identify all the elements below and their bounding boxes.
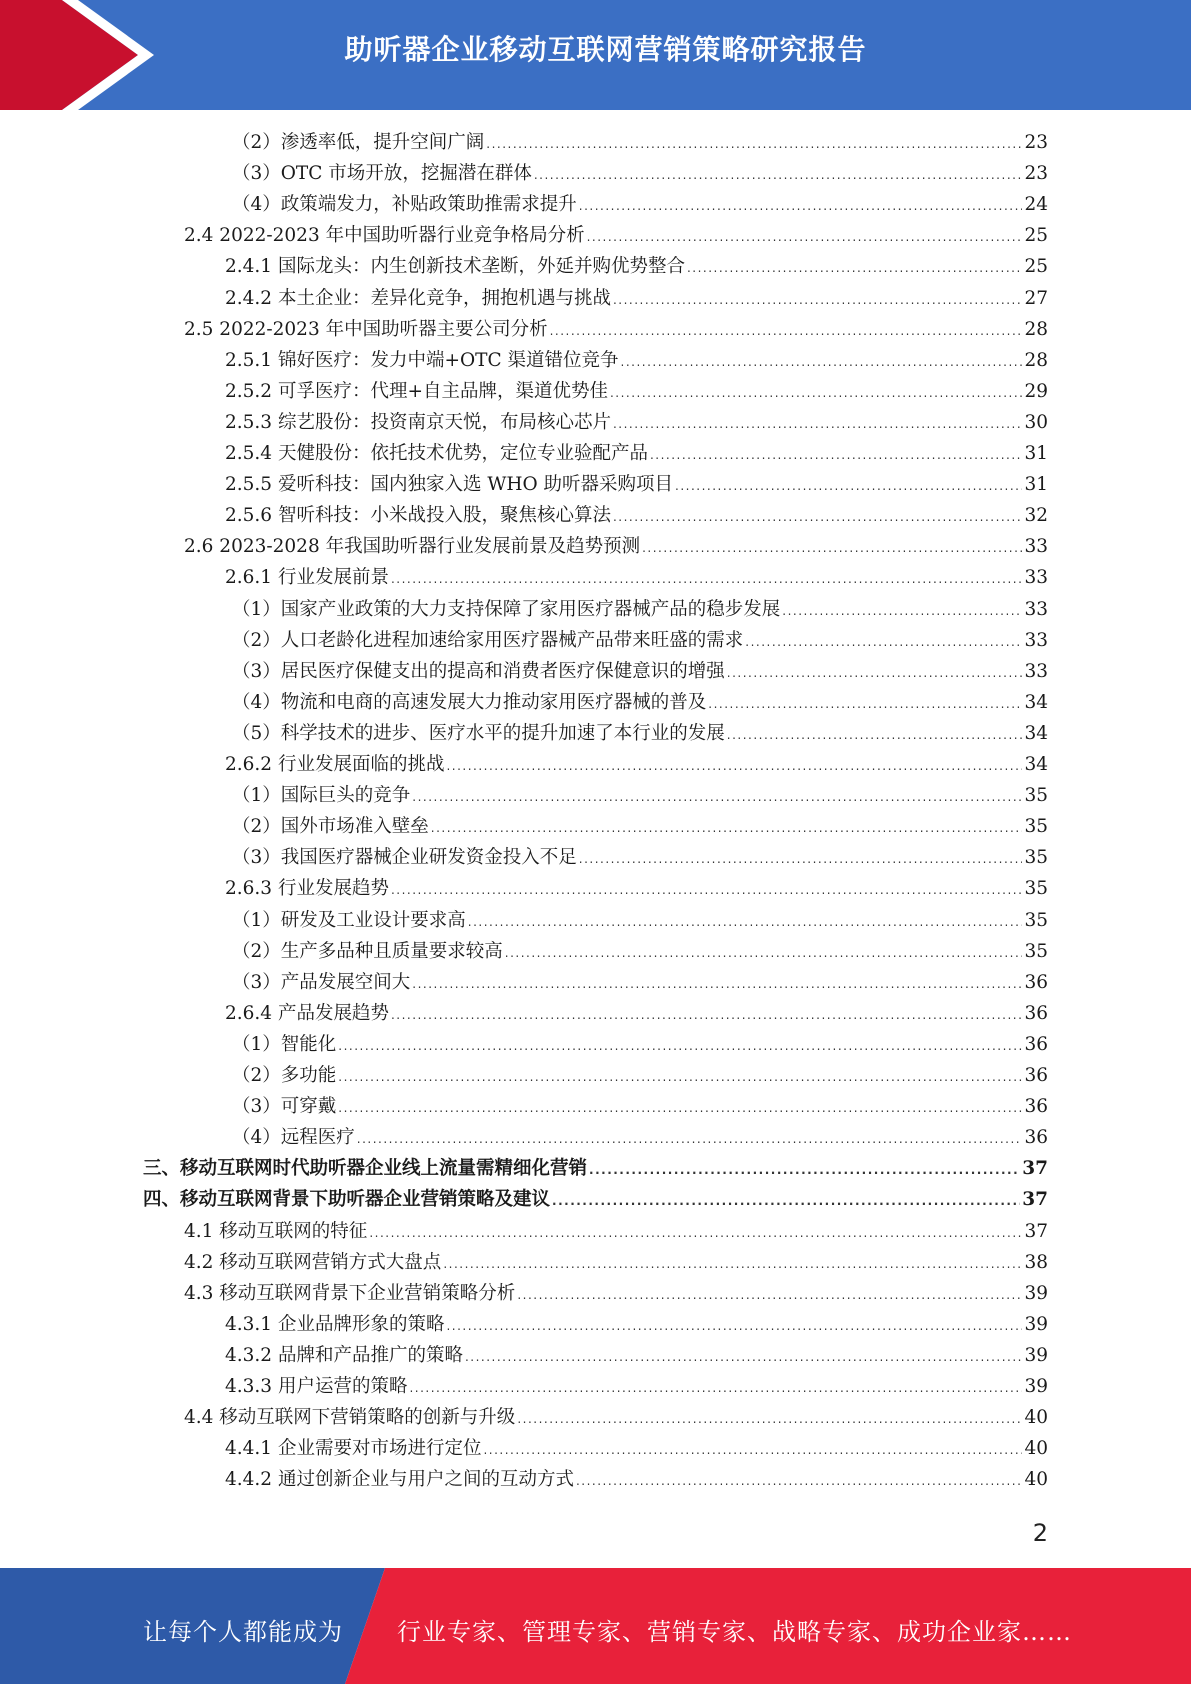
toc-entry[interactable] [232,127,1048,158]
toc-entry-page: 37 [1024,1220,1048,1242]
footer-slogan-right: 行业专家、管理专家、营销专家、战略专家、成功企业家…… [397,1618,1072,1646]
toc-entry-title: （5）科学技术的进步、医疗水平的提升加速了本行业的发展 [232,722,725,744]
toc-entry-page: 39 [1024,1344,1048,1366]
toc-entry[interactable] [232,780,1048,811]
toc-entry-title: （2）渗透率低，提升空间广阔 [232,132,485,153]
toc-dot-leader [745,627,1022,658]
toc-entry[interactable] [184,1402,1048,1433]
toc-entry-page: 35 [1024,940,1048,962]
toc-dot-leader [613,409,1022,440]
toc-entry-title: 2.6.3 行业发展趋势 [225,878,389,900]
toc-entry-page: 29 [1024,380,1048,402]
toc-entry[interactable] [225,469,1048,500]
toc-entry-title: 2.5.4 天健股份：依托技术优势，定位专业验配产品 [225,443,648,464]
toc-entry[interactable] [232,687,1048,718]
toc-entry-title: （3）可穿戴 [232,1096,337,1118]
toc-entry-title: （2）多功能 [232,1065,337,1086]
toc-entry-title: 2.5.1 锦好医疗：发力中端+OTC 渠道错位竞争 [225,349,619,371]
toc-dot-leader [727,658,1023,689]
toc-entry-page: 35 [1024,816,1048,838]
toc-entry[interactable] [225,749,1048,780]
toc-entry-title: 2.4 2022-2023 年中国助听器行业竞争格局分析 [184,225,585,247]
toc-dot-leader [391,875,1022,906]
toc-entry-title: （1）国家产业政策的大力支持保障了家用医疗器械产品的稳步发展 [232,598,781,620]
toc-entry[interactable] [225,1340,1048,1371]
page-header [0,0,1191,110]
toc-dot-leader [642,533,1022,564]
toc-entry-page: 36 [1024,1096,1048,1118]
toc-entry[interactable] [232,967,1048,998]
toc-dot-leader [579,191,1023,222]
page-footer [0,1568,1191,1684]
toc-entry-title: 2.5.6 智听科技：小米战投入股，聚焦核心算法 [225,505,611,527]
toc-entry-page: 34 [1024,722,1048,744]
toc-dot-leader [613,285,1022,316]
toc-entry-title: （4）远程医疗 [232,1127,355,1149]
toc-entry[interactable] [143,1184,1048,1215]
toc-dot-leader [550,316,1023,347]
toc-entry-title: （2）生产多品种且质量要求较高 [232,940,503,962]
toc-dot-leader [589,1155,1020,1186]
toc-dot-leader [579,844,1023,875]
toc-entry-title: （3）我国医疗器械企业研发资金投入不足 [232,847,577,869]
toc-entry-title: 四、移动互联网背景下助听器企业营销策略及建议 [143,1189,551,1211]
toc-dot-leader [338,1062,1022,1093]
toc-entry-title: 三、移动互联网时代助听器企业线上流量需精细化营销 [143,1158,588,1180]
toc-entry-title: 4.4 移动互联网下营销策略的创新与升级 [184,1407,516,1429]
toc-entry-page: 39 [1024,1313,1048,1335]
toc-dot-leader [621,347,1023,378]
toc-entry-page: 36 [1024,1127,1048,1149]
toc-dot-leader [782,596,1022,627]
toc-entry-page: 27 [1024,287,1048,309]
toc-entry[interactable] [225,407,1048,438]
toc-dot-leader [576,1466,1022,1497]
toc-entry[interactable] [184,1216,1048,1247]
toc-entry[interactable] [225,345,1048,376]
toc-entry[interactable] [225,500,1048,531]
toc-entry[interactable] [184,1278,1048,1309]
toc-entry[interactable] [232,1029,1048,1060]
toc-entry-title: （3）居民医疗保健支出的提高和消费者医疗保健意识的增强 [232,660,725,682]
toc-entry-title: 4.3 移动互联网背景下企业营销策略分析 [184,1282,516,1304]
toc-dot-leader [468,907,1023,938]
toc-dot-leader [357,1124,1023,1155]
toc-entry-page: 35 [1024,785,1048,807]
toc-entry[interactable] [225,283,1048,314]
toc-entry[interactable] [184,531,1048,562]
toc-entry-page: 30 [1024,411,1048,433]
toc-entry[interactable] [225,1309,1048,1340]
toc-entry-title: （2）国外市场准入壁垒 [232,816,429,838]
toc-dot-leader [338,1093,1022,1124]
toc-entry[interactable] [184,1247,1048,1278]
toc-entry-page: 25 [1024,225,1048,247]
toc-dot-leader [369,1218,1022,1249]
toc-entry-page: 39 [1024,1376,1048,1397]
toc-entry-page: 31 [1024,443,1048,464]
toc-dot-leader [517,1404,1022,1435]
toc-entry-title: 2.5.5 爱听科技：国内独家入选 WHO 助听器采购项目 [225,474,674,496]
toc-entry[interactable] [232,936,1048,967]
toc-entry-page: 40 [1024,1407,1048,1429]
toc-entry[interactable] [232,594,1048,625]
toc-dot-leader [675,471,1022,502]
toc-entry[interactable] [232,905,1048,936]
toc-entry[interactable] [184,220,1048,251]
toc-entry-page: 35 [1024,847,1048,869]
toc-entry-title: 4.3.3 用户运营的策略 [225,1376,408,1397]
toc-entry-page: 33 [1024,567,1048,589]
toc-entry-page: 37 [1022,1158,1048,1180]
toc-entry[interactable] [232,811,1048,842]
toc-entry-page: 36 [1024,1002,1048,1024]
toc-entry-page: 23 [1024,132,1048,153]
toc-entry-title: 2.6 2023-2028 年我国助听器行业发展前景及趋势预测 [184,536,641,558]
toc-entry-page: 28 [1024,318,1048,340]
toc-entry-page: 36 [1024,1033,1048,1055]
toc-dot-leader [391,1000,1022,1031]
toc-entry-title: 2.4.1 国际龙头：内生创新技术垄断，外延并购优势整合 [225,256,685,278]
toc-entry-page: 33 [1024,660,1048,682]
toc-entry-title: 2.5.3 综艺股份：投资南京天悦，布局核心芯片 [225,411,611,433]
toc-dot-leader [431,813,1023,844]
toc-entry-page: 33 [1024,629,1048,651]
toc-dot-leader [505,938,1023,969]
toc-entry-title: （1）智能化 [232,1033,337,1055]
toc-dot-leader [446,1311,1022,1342]
toc-entry-title: 4.4.1 企业需要对市场进行定位 [225,1438,482,1460]
toc-entry[interactable] [232,842,1048,873]
toc-entry-page: 23 [1024,163,1048,185]
toc-dot-leader [650,440,1022,471]
toc-entry[interactable] [143,1153,1048,1184]
toc-entry-page: 38 [1024,1251,1048,1273]
toc-entry-page: 40 [1024,1469,1048,1491]
toc-dot-leader [412,969,1022,1000]
toc-entry-page: 34 [1024,754,1048,775]
toc-entry-page: 25 [1024,256,1048,278]
toc-dot-leader [412,782,1022,813]
toc-dot-leader [610,378,1022,409]
toc-entry-page: 39 [1024,1282,1048,1304]
toc-entry-title: 2.5.2 可孚医疗：代理+自主品牌，渠道优势佳 [225,380,608,402]
toc-dot-leader [613,502,1022,533]
toc-entry[interactable] [232,1122,1048,1153]
toc-entry[interactable] [232,189,1048,220]
toc-entry[interactable] [225,1371,1048,1402]
toc-entry-title: 4.1 移动互联网的特征 [184,1220,368,1242]
toc-entry-page: 36 [1024,1065,1048,1086]
toc-entry-page: 32 [1024,505,1048,527]
toc-dot-leader [443,1249,1022,1280]
toc-entry-title: 2.5 2022-2023 年中国助听器主要公司分析 [184,318,548,340]
toc-entry[interactable] [232,1091,1048,1122]
toc-entry-title: 2.4.2 本土企业：差异化竞争，拥抱机遇与挑战 [225,287,611,309]
toc-entry-title: （2）人口老龄化进程加速给家用医疗器械产品带来旺盛的需求 [232,629,744,651]
toc-entry[interactable] [225,376,1048,407]
toc-entry-page: 34 [1024,691,1048,713]
toc-dot-leader [338,1031,1022,1062]
toc-entry-title: 2.6.2 行业发展面临的挑战 [225,754,445,775]
toc-dot-leader [534,160,1023,191]
toc-entry-title: 4.2 移动互联网营销方式大盘点 [184,1251,442,1273]
toc-entry-page: 31 [1024,474,1048,496]
toc-entry-title: （3）产品发展空间大 [232,971,411,993]
toc-entry-title: 4.4.2 通过创新企业与用户之间的互动方式 [225,1469,574,1491]
toc-entry[interactable] [225,251,1048,282]
toc-dot-leader [486,129,1022,160]
toc-dot-leader [409,1373,1022,1404]
toc-dot-leader [391,564,1022,595]
toc-dot-leader [587,222,1023,253]
toc-dot-leader [446,751,1022,782]
toc-entry[interactable] [184,314,1048,345]
toc-entry-page: 35 [1024,878,1048,900]
toc-entry-page: 36 [1024,971,1048,993]
toc-dot-leader [483,1435,1022,1466]
toc-entry[interactable] [232,625,1048,656]
toc-entry-title: 2.6.1 行业发展前景 [225,567,389,589]
toc-dot-leader [708,689,1022,720]
footer-slogan-left: 让每个人都能成为 [143,1618,343,1646]
toc-entry[interactable] [232,158,1048,189]
toc-entry-title: 4.3.2 品牌和产品推广的策略 [225,1344,463,1366]
toc-entry[interactable] [232,718,1048,749]
toc-dot-leader [727,720,1023,751]
toc-entry-title: （4）物流和电商的高速发展大力推动家用医疗器械的普及 [232,691,707,713]
toc-entry[interactable] [225,1464,1048,1495]
toc-entry-title: 4.3.1 企业品牌形象的策略 [225,1313,445,1335]
toc-dot-leader [552,1186,1020,1217]
toc-entry[interactable] [232,656,1048,687]
toc-entry[interactable] [225,873,1048,904]
toc-entry-page: 33 [1024,598,1048,620]
toc-entry[interactable] [225,562,1048,593]
toc-dot-leader [687,253,1022,284]
toc-entry-title: （1）国际巨头的竞争 [232,785,411,807]
toc-entry-page: 33 [1024,536,1048,558]
toc-entry-title: 2.6.4 产品发展趋势 [225,1002,389,1024]
toc-entry-page: 28 [1024,349,1048,371]
toc-entry[interactable] [232,1060,1048,1091]
toc-entry-title: （1）研发及工业设计要求高 [232,909,466,931]
toc-dot-leader [465,1342,1022,1373]
toc-entry[interactable] [225,998,1048,1029]
toc-entry-page: 24 [1024,194,1048,216]
toc-entry-title: （3）OTC 市场开放，挖掘潜在群体 [232,163,532,185]
toc-entry-page: 35 [1024,909,1048,931]
toc-dot-leader [517,1280,1022,1311]
toc-entry-page: 40 [1024,1438,1048,1460]
report-title: 助听器企业移动互联网营销策略研究报告 [344,33,867,66]
toc-entry-page: 37 [1022,1189,1048,1211]
toc-entry[interactable] [225,1433,1048,1464]
toc-entry-title: （4）政策端发力，补贴政策助推需求提升 [232,194,577,216]
toc-entry[interactable] [225,438,1048,469]
page-number: 2 [1032,1519,1048,1547]
